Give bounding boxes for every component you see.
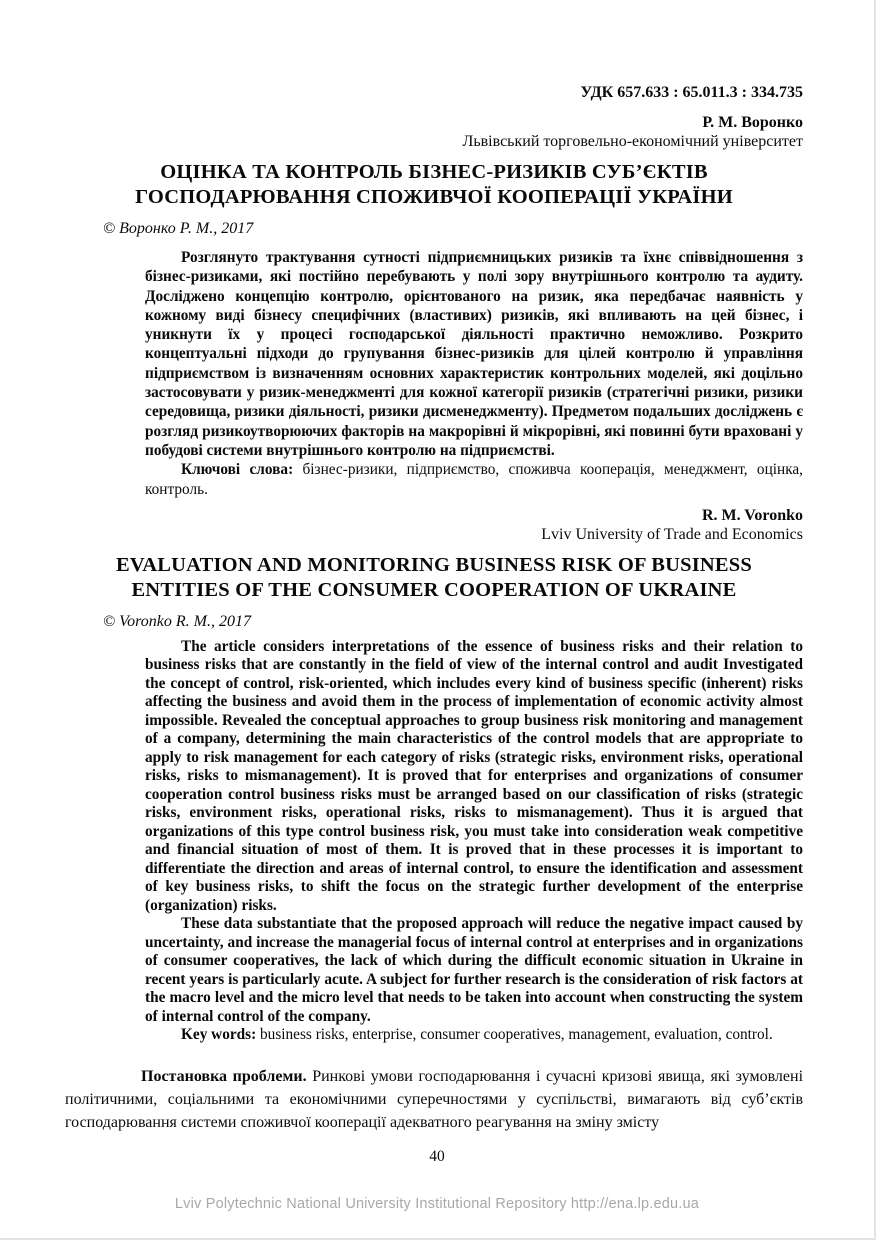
en-abstract-paragraph-1: The article considers interpretations of the essence of business risks and their relation to business risks that are constantly in the field of view of the internal control and audit Investigated the concept of control, risk-oriented, which includes every kind of business specific (inherent) risks affecting the business and avoid them in the process of implementation of economic activity almost impossible. Revealed the conceptual approaches to group business risk monitoring and management of a company, determining the main characteristics of the control models that are appropriate to apply to risk management for each category of risks (strategic risks, environment risks, operational risks, risks to mismanagement). It is proved that for enterprises and organizations of consumer cooperation control business risks must be arranged based on our classification of risks (strategic risks, environment risks, operational risks, risks to mismanagement). Thus it is argued that organizations of this type control business risk, you must take into consideration weak competitive and financial situation of most of them. It is proved that in these processes it is important to differentiate the direction and areas of internal control, to ensure the identification and assessment of key business risks, to shift the focus on the strategic further development of the enterprise (organization) risks.: [145, 637, 803, 914]
udc-code: УДК 657.633 : 65.011.3 : 334.735: [580, 84, 803, 101]
section-heading: Постановка проблеми.: [141, 1067, 307, 1085]
ua-affiliation: Львівський торговельно-економічний університет: [462, 133, 803, 150]
repository-watermark: Lviv Polytechnic National University Institutional Repository http://ena.lp.edu.ua: [174, 1196, 700, 1212]
page-number: 40: [429, 1148, 445, 1165]
en-paper-title: EVALUATION AND MONITORING BUSINESS RISK OF BUSINESS ENTITIES OF THE CONSUMER COOPERATION OF UKRAINE: [115, 553, 752, 601]
ua-keywords: бізнес-ризики, підприємство, споживча кооперація, менеджмент, оцінка, контроль.: [145, 461, 804, 498]
body-paragraph: [65, 1065, 803, 1135]
en-keywords: business risks, enterprise, consumer cooperatives, management, evaluation, control.: [256, 1026, 773, 1044]
en-keywords-line: [145, 1026, 803, 1045]
body-text: Ринкові умови господарювання і сучасні кризові явища, які зумовлені політичними, соціальними та економічними суперечностями у суспільстві, вимагають від суб’єктів господарювання системи споживчої кооперації адекватного реагування на зміну змісту: [65, 1067, 804, 1132]
ua-keywords-line: [145, 460, 803, 499]
ua-paper-title: ОЦІНКА ТА КОНТРОЛЬ БІЗНЕС-РИЗИКІВ СУБ’ЄКТІВ ГОСПОДАРЮВАННЯ СПОЖИВЧОЇ КООПЕРАЦІЇ УКРАЇНИ: [135, 161, 733, 208]
ua-abstract: Розглянуто трактування сутності підприємницьких ризиків та їхнє співвідношення з бізнес-ризиками, які постійно перебувають у полі зору внутрішнього контролю та аудиту. Досліджено концепцію контролю, орієнтованого на ризик, яка передбачає наявність у кожному виді бізнесу специфічних (властивих) ризиків, які впливають на цей бізнес, і уникнути їх у процесі господарської діяльності практично неможливо. Розкрито концептуальні підходи до групування бізнес-ризиків для цілей контролю й управління підприємством із визначенням основних характеристик контрольних моделей, які доцільно застосовувати у ризик-менеджменті для кожної категорії ризиків (стратегічні ризики, ризики середовища, ризики діяльності, ризики дисменеджменту). Предметом подальших досліджень є розгляд ризикоутворюючих факторів на макрорівні й мікрорівні, які повинні бути враховані у побудові системи внутрішнього контролю на підприємстві.: [145, 249, 803, 459]
en-copyright-notice: © Voronko R. M., 2017: [103, 612, 251, 630]
ua-copyright-notice: © Воронко Р. М., 2017: [103, 220, 254, 237]
en-affiliation: Lviv University of Trade and Economics: [541, 525, 803, 543]
ua-keywords-label: Ключові слова:: [181, 461, 294, 479]
ua-author: Р. М. Воронко: [702, 114, 803, 131]
en-abstract-paragraph-2: These data substantiate that the proposed approach will reduce the negative impact caused by uncertainty, and increase the managerial focus of internal control at enterprises and in organizations of consumer cooperatives, the lack of which during the difficult economic situation in Ukraine in recent years is particularly acute. A subject for further research is the consideration of risk factors at the macro level and the micro level that needs to be taken into account when constructing the system of internal control of the company.: [145, 915, 803, 1025]
en-keywords-label: Key words:: [181, 1026, 257, 1044]
en-author: R. M. Voronko: [701, 506, 803, 524]
